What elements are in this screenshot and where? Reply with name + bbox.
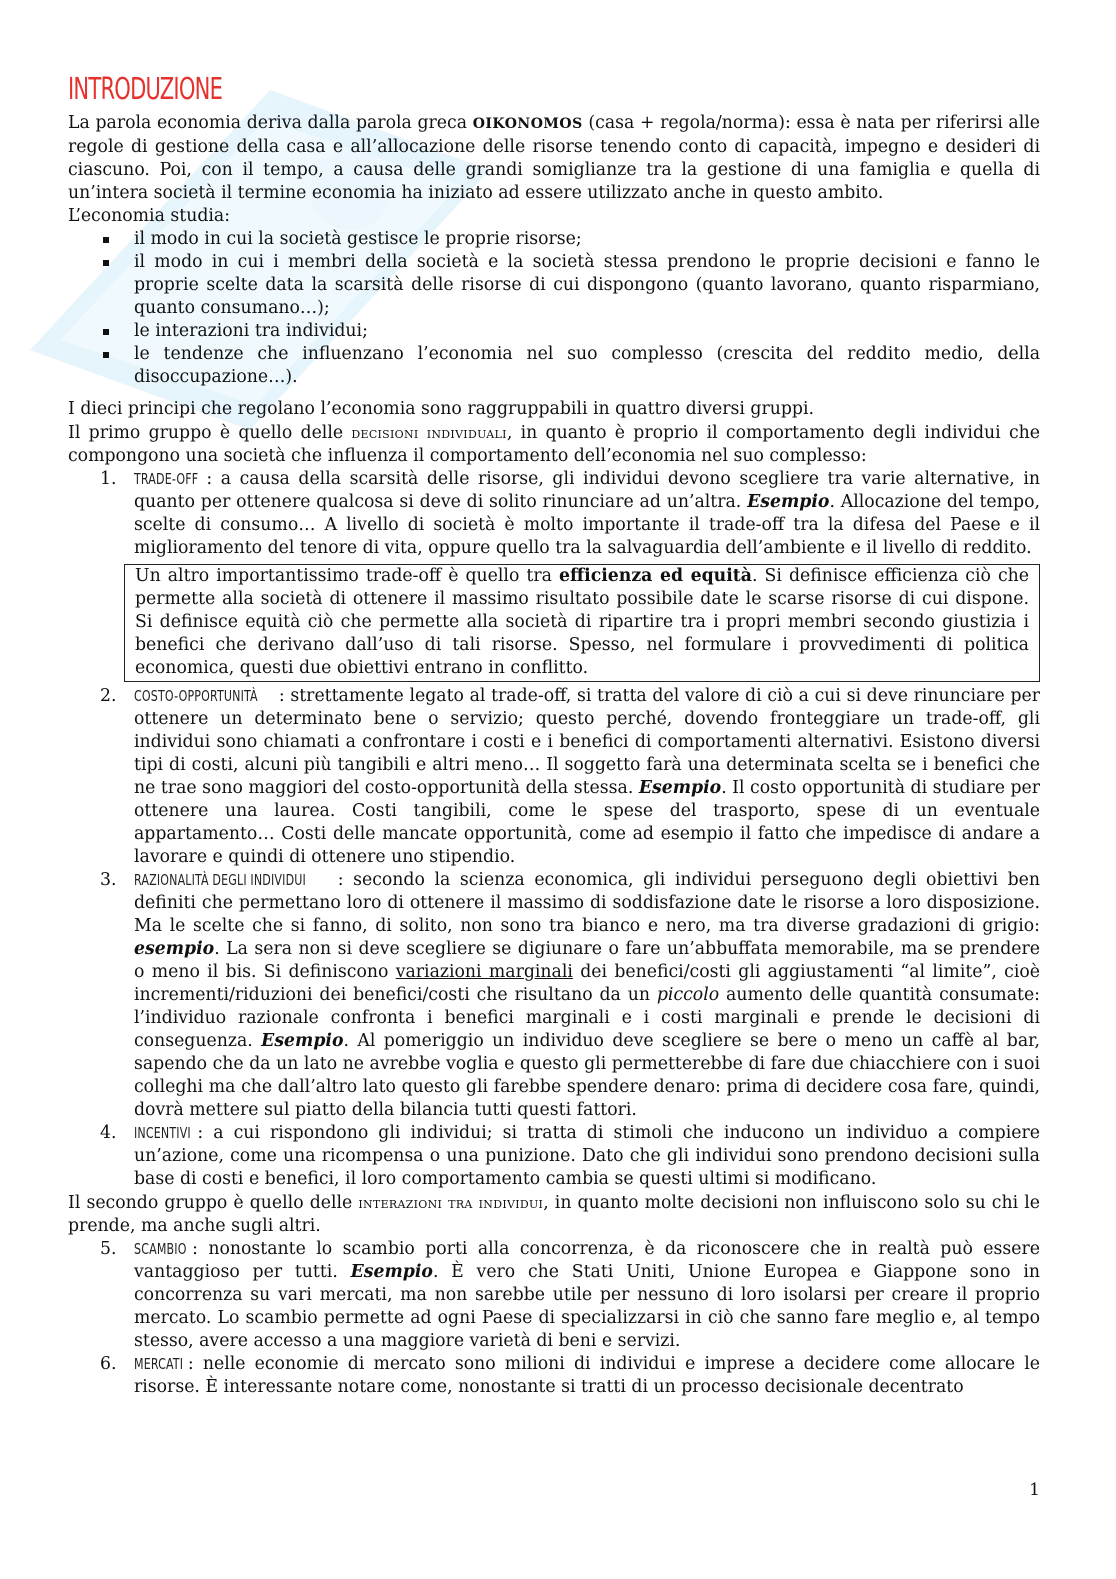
term-opportunity-cost: COSTO-OPPORTUNITÀ: [134, 687, 258, 705]
term-oikonomos: OIKONOMOS: [472, 116, 583, 132]
term-exchange: SCAMBIO: [134, 1240, 187, 1258]
principle-incentives: 4. INCENTIVI : a cui rispondono gli individui; si tratta di stimoli che inducono un individuo a compiere un’azione, come una ricompensa o una punizione. Dato che gli individui sono prendono decisioni sulla base di costi e benefici, il loro comportamento cambia se questi ultimi si modificano.: [100, 1123, 1040, 1189]
efficiency-equity-box: Un altro importantissimo trade-off è quello tra efficienza ed equità. Si definisce efficienza ciò che permette alla società di ottenere il massimo risultato possibile date le scarse risorse di cui dispone. Si definisce equità ciò che permette alla società di ripartire tra i propri membri secondo giustizia i benefici che derivano dall’uso di tali risorse. Spesso, nel formulare i provvedimenti di politica economica, questi due obiettivi entrano in conflitto.: [124, 564, 1040, 682]
principles-intro: I dieci principi che regolano l’economia sono raggruppabili in quattro diversi gruppi.: [68, 399, 814, 419]
list-item: il modo in cui la società gestisce le proprie risorse;: [68, 228, 1040, 251]
group2-paragraph: Il secondo gruppo è quello delle interazioni tra individui, in quanto molte decisioni non influiscono solo su chi le prende, ma anche sugli altri.: [68, 1193, 1040, 1236]
principle-opportunity-cost: 2. COSTO-OPPORTUNITÀ : strettamente legato al trade-off, si tratta del valore di ciò a cui si deve rinunciare per ottenere un determinato bene o servizio; questo perché, dovendo fronteggiare un trade-off, gli individui sono chiamati a confrontare i costi e i benefici di comportamenti alternativi. Esistono diversi tipi di costi, alcuni più tangibili e altri meno… Il soggetto farà una determinata scelta se i benefici che ne trae sono maggiori del costo-opportunità della stessa. Esempio. Il costo opportunità di studiare per ottenere una laurea. Costi tangibili, come le spese del trasporto, spese di un eventuale appartamento… Costi delle mancate opportunità, come ad esempio il fatto che impedisce di andare a lavorare e quindi di ottenere uno stipendio.: [100, 686, 1040, 867]
principles-list-3: [68, 1238, 1040, 1399]
group2-term: interazioni tra individui: [358, 1193, 544, 1212]
document-body: [68, 70, 1040, 1399]
group1-paragraph: Il primo gruppo è quello delle decisioni individuali, in quanto è proprio il comportamento degli individui che compongono una società che influenza il comportamento dell’economia nel suo complesso:: [68, 423, 1040, 466]
term-incentives: INCENTIVI: [134, 1124, 191, 1142]
principle-exchange: 5. SCAMBIO : nonostante lo scambio porti alla concorrenza, è da riconoscere che in realtà può essere vantaggioso per tutti. Esempio. È vero che Stati Uniti, Unione Europea e Giappone sono in concorrenza su vari mercati, ma non sarebbe utile per nessuno di loro isolarsi per creare il proprio mercato. Lo scambio permette ad ogni Paese di specializzarsi in ciò che sanno fare meglio e, al tempo stesso, avere accesso a una maggiore varietà di beni e servizi.: [100, 1239, 1040, 1351]
principle-trade-off: 1. TRADE-OFF : a causa della scarsità delle risorse, gli individui devono scegliere tra varie alternative, in quanto per ottenere qualcosa si deve di solito rinunciare ad un’altra. Esempio. Allocazione del tempo, scelte di consumo… A livello di società è molto importante il trade-off tra la difesa del Paese e il miglioramento del tenore di vita, oppure quello tra la salvaguardia dell’ambiente e il livello di reddito.: [100, 469, 1041, 558]
intro-bullet-list: [68, 228, 1040, 389]
principle-rationality: 3. RAZIONALITÀ DEGLI INDIVIDUI : secondo la scienza economica, gli individui perseguono degli obiettivi ben definiti che permettano loro di ottenere il massimo di soddisfazione date le risorse a loro disposizione. Ma le scelte che si fanno, di solito, non sono tra bianco e nero, ma tra diverse gradazioni di grigio: esempio. La sera non si deve scegliere se digiunare o fare un’abbuffata memorabile, ma se prendere o meno il bis. Si definiscono variazioni marginali dei benefici/costi gli aggiustamenti “al limite”, cioè incrementi/riduzioni dei benefici/costi che risultano da un piccolo aumento delle quantità consumate: l’individuo razionale confronta i benefici marginali e i costi marginali e prende le decisioni di conseguenza. Esempio. Al pomeriggio un individuo deve scegliere se bere o meno un caffè al bar, sapendo che da un lato ne avrebbe voglia e questo gli permetterebbe di fare due chiacchiere con i suoi colleghi ma che dall’altro lato questo gli farebbe spendere denaro: prima di decidere cosa fare, quindi, dovrà mettere sul piatto della bilancia tutti questi fattori.: [100, 870, 1040, 1120]
page-title: INTRODUZIONE: [68, 72, 223, 107]
principle-markets: 6. MERCATI : nelle economie di mercato sono milioni di individui e imprese a decidere come allocare le risorse. È interessante notare come, nonostante si tratti di un processo decisionale decentrato: [100, 1354, 1040, 1397]
term-markets: MERCATI: [134, 1355, 184, 1373]
term-trade-off: TRADE-OFF: [134, 470, 199, 488]
intro-paragraph: La parola economia deriva dalla parola greca OIKONOMOS (casa + regola/norma): essa è nata per riferirsi alle regole di gestione della casa e all’allocazione delle risorse tenendo conto di capacità, impegno e desideri di ciascuno. Poi, con il tempo, a causa delle grandi somiglianze tra la gestione di una famiglia e quella di un’intera società il termine economia ha iniziato ad essere utilizzato anche in questo ambito.: [68, 113, 1040, 203]
principles-list-1: [68, 468, 1040, 560]
list-item: le tendenze che influenzano l’economia nel suo complesso (crescita del reddito medio, della disoccupazione…).: [68, 343, 1040, 389]
group1-term: decisioni individuali: [351, 423, 507, 442]
intro-list-lead: L’economia studia:: [68, 206, 231, 226]
list-item: il modo in cui i membri della società e la società stessa prendono le proprie decisioni e fanno le proprie scelte data la scarsità delle risorse di cui dispongono (quanto lavorano, quanto risparmiano, quanto consumano…);: [68, 251, 1040, 320]
principles-list-2: [68, 685, 1040, 1191]
term-rationality: RAZIONALITÀ DEGLI INDIVIDUI: [134, 871, 306, 889]
list-item: le interazioni tra individui;: [68, 320, 1040, 343]
page-number: 1: [1029, 1480, 1040, 1500]
